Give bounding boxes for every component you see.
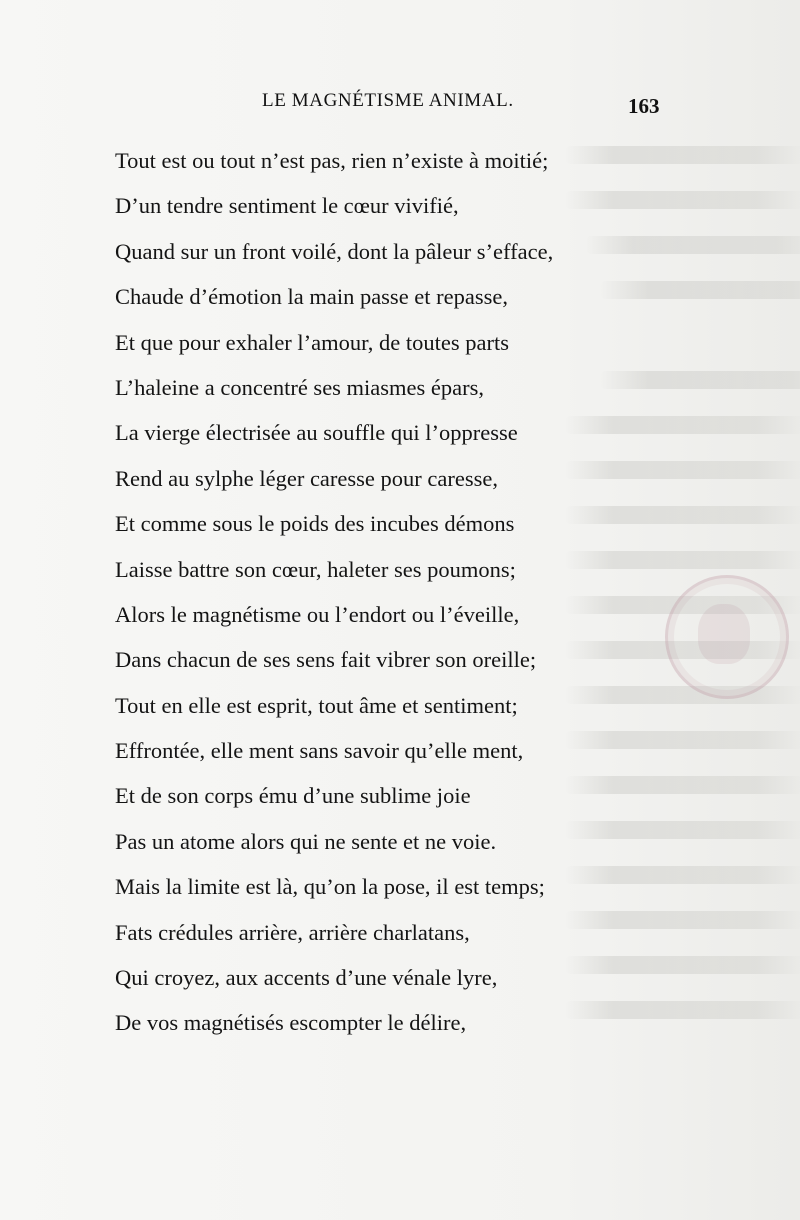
verse-line: Et de son corps ému d’une sublime joie bbox=[115, 783, 471, 809]
verse-line: Effrontée, elle ment sans savoir qu’elle ment, bbox=[115, 738, 524, 764]
verse-line: Pas un atome alors qui ne sente et ne voie. bbox=[115, 828, 497, 854]
verse-line: Quand sur un front voilé, dont la pâleur s’efface, bbox=[115, 238, 554, 264]
library-stamp-icon bbox=[665, 575, 789, 699]
verse-line: Qui croyez, aux accents d’une vénale lyre, bbox=[115, 965, 498, 991]
verse-line: Alors le magnétisme ou l’endort ou l’éveille, bbox=[115, 601, 520, 627]
page-header bbox=[0, 88, 800, 118]
verse-line: Dans chacun de ses sens fait vibrer son oreille; bbox=[115, 647, 537, 673]
verse-line: Et comme sous le poids des incubes démons bbox=[115, 511, 515, 537]
verse-line: Rend au sylphe léger caresse pour caresse, bbox=[115, 465, 498, 491]
verse-line: Et que pour exhaler l’amour, de toutes parts bbox=[115, 329, 509, 355]
verse-line: Mais la limite est là, qu’on la pose, il est temps; bbox=[115, 874, 545, 900]
page-number: 163 bbox=[628, 94, 660, 118]
running-title: LE MAGNÉTISME ANIMAL. bbox=[262, 90, 514, 111]
verse-line: L’haleine a concentré ses miasmes épars, bbox=[115, 374, 485, 400]
verse-line: Tout en elle est esprit, tout âme et sentiment; bbox=[115, 692, 518, 718]
verse-line: Tout est ou tout n’est pas, rien n’existe à moitié; bbox=[115, 148, 549, 173]
verse-line: La vierge électrisée au souffle qui l’oppresse bbox=[115, 420, 518, 446]
poem-text bbox=[115, 138, 675, 1046]
verse-line: Laisse battre son cœur, haleter ses poumons; bbox=[115, 556, 516, 582]
verse-line: De vos magnétisés escompter le délire, bbox=[115, 1010, 467, 1036]
verse-line: D’un tendre sentiment le cœur vivifié, bbox=[115, 193, 459, 219]
verse-line: Fats crédules arrière, arrière charlatans, bbox=[115, 919, 470, 945]
verse-line: Chaude d’émotion la main passe et repasse, bbox=[115, 284, 509, 310]
